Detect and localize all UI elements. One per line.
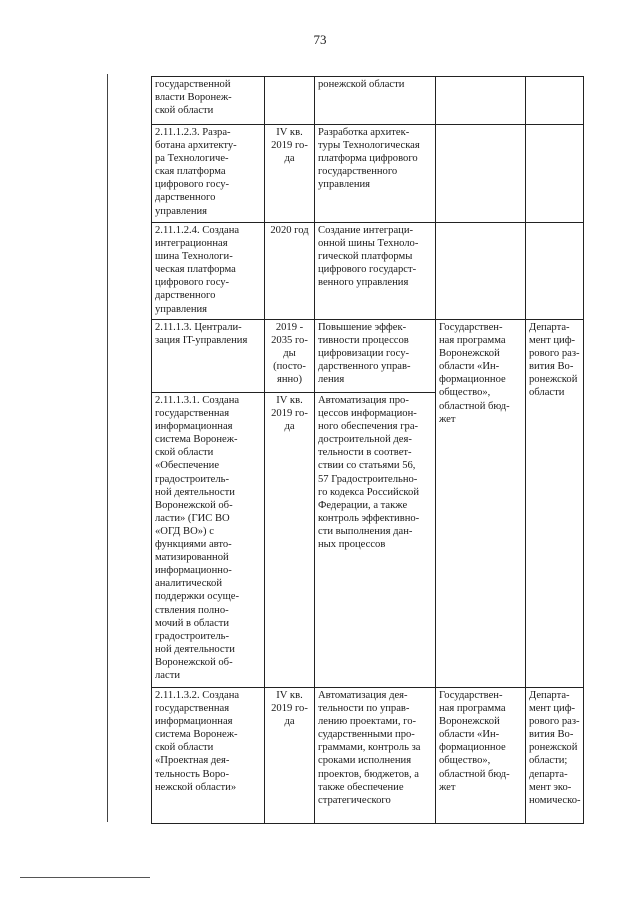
cell-result: ронежской области [315, 77, 436, 125]
cell-responsible [526, 77, 584, 125]
cell-activity: 2.11.1.3. Централи- зация IT-управления [152, 320, 265, 393]
cell-result: Создание интеграци- онной шины Техноло- гической платформы цифрового государст- венного управления [315, 223, 436, 320]
cell-funding: Государствен- ная программа Воронежской области «Ин- формационное общество», областной бюд- жет [436, 688, 526, 824]
cell-deadline: 2020 год [265, 223, 315, 320]
table-row [152, 320, 584, 393]
table-row [152, 77, 584, 125]
cell-activity: 2.11.1.2.4. Создана интеграционная шина Технологи- ческая платформа цифрового госу- дарственного управления [152, 223, 265, 320]
activities-table [151, 76, 584, 824]
cell-funding: Государствен- ная программа Воронежской области «Ин- формационное общество», областной бюд- жет [436, 320, 526, 688]
cell-responsible [526, 125, 584, 223]
cell-result: Повышение эффек- тивности процессов цифровизации госу- дарственного управ- ления [315, 320, 436, 393]
cell-activity: государственной власти Воронеж- ской области [152, 77, 265, 125]
cell-result: Разработка архитек- туры Технологическая платформа цифрового государственного управления [315, 125, 436, 223]
cell-deadline: IV кв. 2019 го- да [265, 125, 315, 223]
cell-deadline [265, 77, 315, 125]
margin-line [107, 74, 108, 822]
page-number: 73 [313, 32, 327, 47]
cell-funding [436, 223, 526, 320]
cell-result: Автоматизация дея- тельности по управ- лению проектами, го- сударственными про- граммами, контроль за сроками исполнения проектов, бюджетов, а также обеспечение стратегического [315, 688, 436, 824]
cell-deadline: IV кв. 2019 го- да [265, 688, 315, 824]
table-row [152, 688, 584, 824]
cell-responsible: Департа- мент циф- рового раз- вития Во- ронежской области [526, 320, 584, 688]
cell-deadline: 2019 - 2035 го- ды (посто- янно) [265, 320, 315, 393]
cell-responsible [526, 223, 584, 320]
table-row [152, 223, 584, 320]
table-row [152, 125, 584, 223]
cell-funding [436, 77, 526, 125]
cell-responsible: Департа- мент циф- рового раз- вития Во- ронежской области; департа- мент эко- номическо- [526, 688, 584, 824]
cell-result: Автоматизация про- цессов информацион- ного обеспечения гра- достроительной дея- тельности в соответ- ствии со статьями 56, 57 Градостроительно- го кодекса Российской Федерации, а также контроль эффективно- сти выполнения дан- ных процессов [315, 393, 436, 688]
cell-deadline: IV кв. 2019 го- да [265, 393, 315, 688]
cell-funding [436, 125, 526, 223]
footnote-rule [20, 877, 150, 878]
cell-activity: 2.11.1.3.1. Создана государственная информационная система Воронеж- ской области «Обеспечение градостроитель- ной деятельности Воронежской об- ласти» (ГИС ВО «ОГД ВО») с функциями авто- матизированной информационно- аналитической поддержки осуще- ствления полно- мочий в области градостроитель- ной деятельности Воронежской об- ласти [152, 393, 265, 688]
cell-activity: 2.11.1.3.2. Создана государственная информационная система Воронеж- ской области «Проектная дея- тельность Воро- нежской области» [152, 688, 265, 824]
cell-activity: 2.11.1.2.3. Разра- ботана архитекту- ра Технологиче- ская платформа цифрового госу- дарственного управления [152, 125, 265, 223]
